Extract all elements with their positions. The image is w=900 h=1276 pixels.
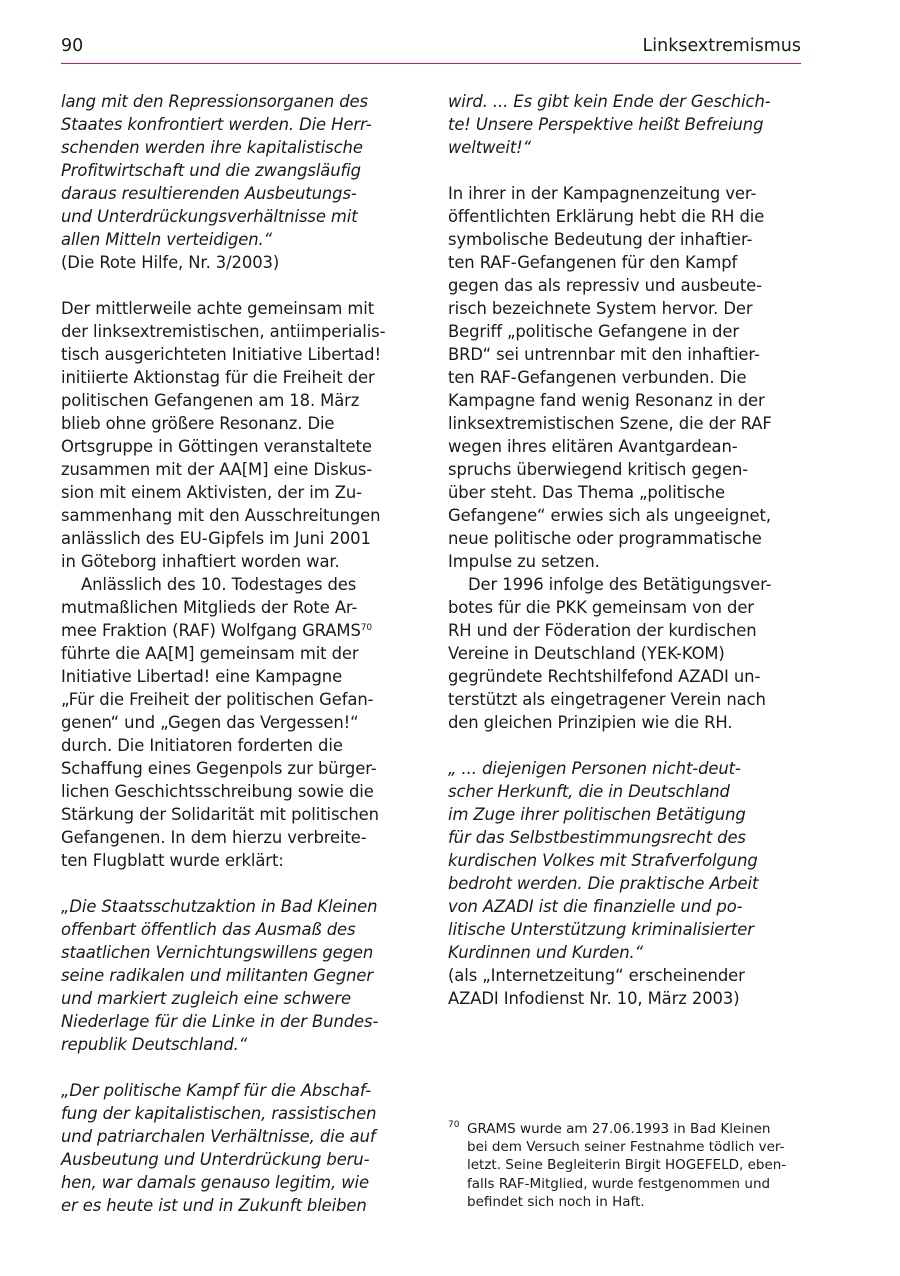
text-line: Gefangene“ erwies sich als ungeeignet,: [448, 506, 771, 525]
text-line: anlässlich des EU-Gipfels im Juni 2001: [61, 529, 371, 548]
quote-source: AZADI Infodienst Nr. 10, März 2003): [448, 989, 740, 1008]
page-header: [61, 36, 801, 62]
quote-line: er es heute ist und in Zukunft bleiben: [61, 1196, 367, 1215]
text-line: mutmaßlichen Mitglieds der Rote Ar-: [61, 598, 358, 617]
footnote-number: 70: [448, 1120, 460, 1130]
footnote-line: letzt. Seine Begleiterin Birgit HOGEFELD, eben-: [467, 1157, 787, 1174]
text-line: botes für die PKK gemeinsam von der: [448, 598, 754, 617]
text-line: gegen das als repressiv und ausbeute-: [448, 276, 762, 295]
text-line: Anlässlich des 10. Todestages des: [81, 575, 357, 594]
text-line: zusammen mit der AA[M] eine Diskus-: [61, 460, 373, 479]
quote-line: im Zuge ihrer politischen Betätigung: [448, 805, 746, 824]
quote-line: weltweit!“: [448, 138, 532, 157]
right-column: [448, 90, 800, 1010]
quote-line: republik Deutschland.“: [61, 1035, 248, 1054]
quote-line: für das Selbstbestimmungsrecht des: [448, 828, 746, 847]
text-line: symbolische Bedeutung der inhaftier-: [448, 230, 753, 249]
text-line: der linksextremistischen, antiimperialis-: [61, 322, 386, 341]
text-line: Impulse zu setzen.: [448, 552, 600, 571]
text-line: Der 1996 infolge des Betätigungsver-: [468, 575, 772, 594]
text-line: neue politische oder programmatische: [448, 529, 762, 548]
text-line: sammenhang mit den Ausschreitungen: [61, 506, 381, 525]
quote-line: „Der politische Kampf für die Abschaf-: [61, 1081, 372, 1100]
text-line: BRD“ sei untrennbar mit den inhaftier-: [448, 345, 760, 364]
text-line: linksextremistischen Szene, die der RAF: [448, 414, 772, 433]
quote-line: und markiert zugleich eine schwere: [61, 989, 352, 1008]
paragraph-aktionstag: [61, 297, 413, 573]
text-line: [61, 619, 413, 642]
text-line: ten RAF-Gefangenen für den Kampf: [448, 253, 738, 272]
quote-line: wird. ... Es gibt kein Ende der Geschich-: [448, 92, 771, 111]
text-line: genen“ und „Gegen das Vergessen!“: [61, 713, 359, 732]
footnote-line: befindet sich noch in Haft.: [467, 1193, 645, 1210]
quote-line: „Die Staatsschutzaktion in Bad Kleinen: [61, 897, 378, 916]
text-line: über steht. Das Thema „politische: [448, 483, 725, 502]
paragraph-grams-kampagne: [61, 573, 413, 872]
quote-line: scher Herkunft, die in Deutschland: [448, 782, 730, 801]
footnote-line: falls RAF-Mitglied, wurde festgenommen und: [467, 1175, 771, 1192]
quote-line: Ausbeutung und Unterdrückung beru-: [61, 1150, 370, 1169]
quote-line: Kurdinnen und Kurden.“: [448, 943, 644, 962]
page-number: 90: [61, 36, 84, 56]
footnote-line: GRAMS wurde am 27.06.1993 in Bad Kleinen: [467, 1121, 771, 1137]
quote-line: fung der kapitalistischen, rassistischen: [61, 1104, 377, 1123]
quote-line: hen, war damals genauso legitim, wie: [61, 1173, 369, 1192]
quote-azadi: [448, 757, 800, 1010]
text-line: Ortsgruppe in Göttingen veranstaltete: [61, 437, 372, 456]
text-line: lichen Geschichtsschreibung sowie die: [61, 782, 374, 801]
quote-line: und patriarchalen Verhältnisse, die auf: [61, 1127, 376, 1146]
quote-line: allen Mitteln verteidigen.“: [61, 230, 273, 249]
text-line: in Göteborg inhaftiert worden war.: [61, 552, 340, 571]
quote-flugblatt-2: [61, 1079, 413, 1217]
quote-line: Staates konfrontiert werden. Die Herr-: [61, 115, 372, 134]
quote-flugblatt-2-continued: [448, 90, 800, 159]
quote-rote-hilfe: [61, 90, 413, 274]
quote-line: kurdischen Volkes mit Strafverfolgung: [448, 851, 758, 870]
text-line: Gefangenen. In dem hierzu verbreite-: [61, 828, 367, 847]
text-line: RH und der Föderation der kurdischen: [448, 621, 757, 640]
footnote-reference: 70: [360, 623, 373, 633]
text-line: blieb ohne größere Resonanz. Die: [61, 414, 335, 433]
quote-line: offenbart öffentlich das Ausmaß des: [61, 920, 356, 939]
quote-line: von AZADI ist die finanzielle und po-: [448, 897, 743, 916]
text-line: den gleichen Prinzipien wie die RH.: [448, 713, 733, 732]
text-line: Begriff „politische Gefangene in der: [448, 322, 739, 341]
quote-line: staatlichen Vernichtungswillens gegen: [61, 943, 374, 962]
quote-line: bedroht werden. Die praktische Arbeit: [448, 874, 759, 893]
footnote-line: bei dem Versuch seiner Festnahme tödlich ver-: [467, 1139, 785, 1156]
text-line: terstützt als eingetragener Verein nach: [448, 690, 766, 709]
text-line: spruchs überwiegend kritisch gegen-: [448, 460, 749, 479]
header-rule: [61, 63, 801, 64]
quote-line: seine radikalen und militanten Gegner: [61, 966, 374, 985]
quote-flugblatt-1: [61, 895, 413, 1056]
quote-line: und Unterdrückungsverhältnisse mit: [61, 207, 358, 226]
text-segment: mee Fraktion (RAF) Wolfgang GRAMS: [61, 621, 361, 640]
text-line: initiierte Aktionstag für die Freiheit der: [61, 368, 375, 387]
text-line: ten Flugblatt wurde erklärt:: [61, 851, 284, 870]
quote-line: daraus resultierenden Ausbeutungs-: [61, 184, 357, 203]
text-line: Initiative Libertad! eine Kampagne: [61, 667, 343, 686]
text-line: risch bezeichnete System hervor. Der: [448, 299, 753, 318]
text-line: durch. Die Initiatoren forderten die: [61, 736, 343, 755]
quote-line: Niederlage für die Linke in der Bundes-: [61, 1012, 379, 1031]
text-line: gegründete Rechtshilfefond AZADI un-: [448, 667, 761, 686]
text-line: tisch ausgerichteten Initiative Libertad!: [61, 345, 381, 364]
quote-line: schenden werden ihre kapitalistische: [61, 138, 363, 157]
text-line: sion mit einem Aktivisten, der im Zu-: [61, 483, 362, 502]
text-line: Vereine in Deutschland (YEK-KOM): [448, 644, 725, 663]
running-head: Linksextremismus: [642, 36, 801, 56]
quote-line: te! Unsere Perspektive heißt Befreiung: [448, 115, 764, 134]
quote-source: (Die Rote Hilfe, Nr. 3/2003): [61, 253, 280, 272]
text-line: Schaffung eines Gegenpols zur bürger-: [61, 759, 377, 778]
text-line: ten RAF-Gefangenen verbunden. Die: [448, 368, 747, 387]
quote-line: litische Unterstützung kriminalisierter: [448, 920, 754, 939]
text-line: führte die AA[M] gemeinsam mit der: [61, 644, 359, 663]
left-column: [61, 90, 413, 1217]
paragraph-erklaerung: [448, 182, 800, 573]
quote-source: (als „Internetzeitung“ erscheinender: [448, 966, 745, 985]
text-line: Der mittlerweile achte gemeinsam mit: [61, 299, 375, 318]
text-line: wegen ihres elitären Avantgardean-: [448, 437, 738, 456]
footnote-text: [467, 1120, 786, 1211]
text-line: öffentlichten Erklärung hebt die RH die: [448, 207, 765, 226]
text-line: In ihrer in der Kampagnenzeitung ver-: [448, 184, 757, 203]
quote-line: lang mit den Repressionsorganen des: [61, 92, 368, 111]
text-line: Kampagne fand wenig Resonanz in der: [448, 391, 765, 410]
quote-line: „ ... diejenigen Personen nicht-deut-: [448, 759, 741, 778]
text-line: „Für die Freiheit der politischen Gefan-: [61, 690, 374, 709]
quote-line: Profitwirtschaft und die zwangsläufig: [61, 161, 361, 180]
text-line: politischen Gefangenen am 18. März: [61, 391, 360, 410]
text-line: Stärkung der Solidarität mit politischen: [61, 805, 379, 824]
paragraph-azadi: [448, 573, 800, 734]
